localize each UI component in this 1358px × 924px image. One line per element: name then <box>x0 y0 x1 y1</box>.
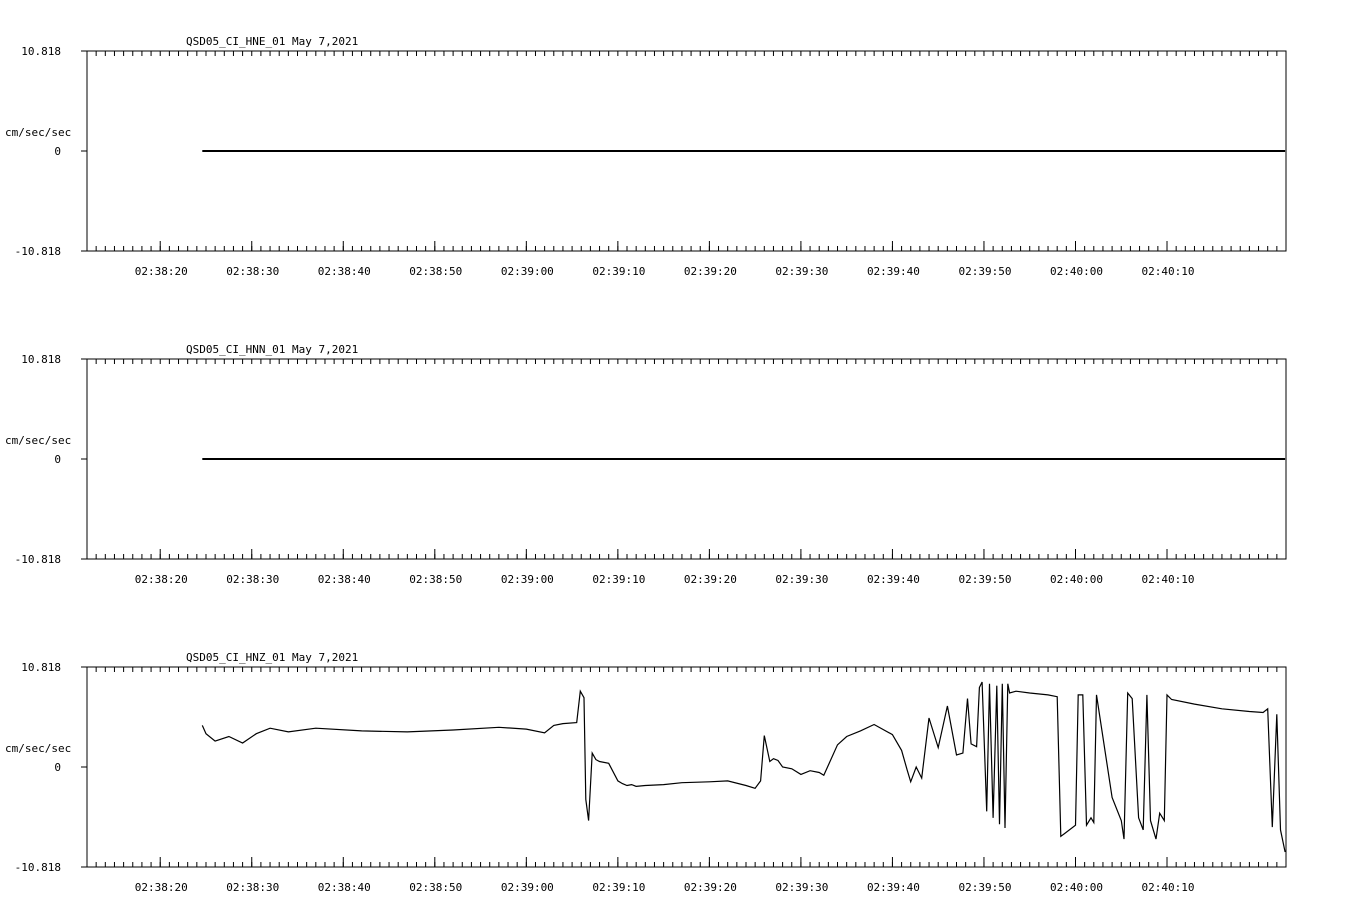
x-tick-label: 02:39:10 <box>592 265 646 278</box>
x-tick-label: 02:39:00 <box>500 265 554 278</box>
x-tick-label: 02:39:30 <box>775 573 829 586</box>
y-tick-label: 0 <box>54 453 61 466</box>
panel-1 <box>5 35 1286 278</box>
y-axis-label: cm/sec/sec <box>5 742 72 755</box>
x-tick-label: 02:38:30 <box>226 573 280 586</box>
y-tick-label: 0 <box>54 145 61 158</box>
x-tick-label: 02:38:40 <box>317 881 371 894</box>
chart-title: QSD05_CI_HNN_01 May 7,2021 <box>186 343 359 356</box>
x-tick-label: 02:40:00 <box>1049 265 1103 278</box>
y-tick-label: -10.818 <box>14 553 61 566</box>
x-tick-label: 02:38:30 <box>226 881 280 894</box>
x-tick-label: 02:39:30 <box>775 881 829 894</box>
trace-line <box>202 682 1285 852</box>
y-tick-label: -10.818 <box>14 245 61 258</box>
x-tick-label: 02:38:20 <box>134 265 188 278</box>
x-tick-label: 02:38:30 <box>226 265 280 278</box>
x-tick-label: 02:38:40 <box>317 265 371 278</box>
x-tick-label: 02:39:30 <box>775 265 829 278</box>
x-tick-label: 02:39:40 <box>866 573 920 586</box>
x-tick-label: 02:40:10 <box>1141 573 1195 586</box>
x-tick-label: 02:38:20 <box>134 881 188 894</box>
x-tick-label: 02:39:20 <box>683 573 737 586</box>
x-tick-label: 02:39:10 <box>592 573 646 586</box>
x-tick-label: 02:38:50 <box>409 265 463 278</box>
y-tick-label: 10.818 <box>21 45 61 58</box>
panel-3 <box>5 651 1286 894</box>
chart-title: QSD05_CI_HNZ_01 May 7,2021 <box>186 651 359 664</box>
panel-2 <box>5 343 1286 586</box>
x-tick-label: 02:39:50 <box>958 265 1012 278</box>
y-tick-label: 0 <box>54 761 61 774</box>
x-tick-label: 02:39:50 <box>958 573 1012 586</box>
y-tick-label: -10.818 <box>14 861 61 874</box>
x-tick-label: 02:39:00 <box>500 881 554 894</box>
x-tick-label: 02:39:40 <box>866 265 920 278</box>
x-tick-label: 02:39:00 <box>500 573 554 586</box>
x-tick-label: 02:39:20 <box>683 265 737 278</box>
x-tick-label: 02:39:50 <box>958 881 1012 894</box>
plot-frame <box>87 667 1286 867</box>
x-tick-label: 02:40:00 <box>1049 573 1103 586</box>
x-tick-label: 02:38:20 <box>134 573 188 586</box>
x-tick-label: 02:39:40 <box>866 881 920 894</box>
x-tick-label: 02:40:10 <box>1141 265 1195 278</box>
x-tick-label: 02:40:10 <box>1141 881 1195 894</box>
chart-title: QSD05_CI_HNE_01 May 7,2021 <box>186 35 359 48</box>
y-axis-label: cm/sec/sec <box>5 126 72 139</box>
x-tick-label: 02:39:20 <box>683 881 737 894</box>
x-tick-label: 02:38:50 <box>409 881 463 894</box>
x-tick-label: 02:39:10 <box>592 881 646 894</box>
y-tick-label: 10.818 <box>21 661 61 674</box>
x-tick-label: 02:38:40 <box>317 573 371 586</box>
x-tick-label: 02:38:50 <box>409 573 463 586</box>
x-tick-label: 02:40:00 <box>1049 881 1103 894</box>
y-tick-label: 10.818 <box>21 353 61 366</box>
y-axis-label: cm/sec/sec <box>5 434 72 447</box>
